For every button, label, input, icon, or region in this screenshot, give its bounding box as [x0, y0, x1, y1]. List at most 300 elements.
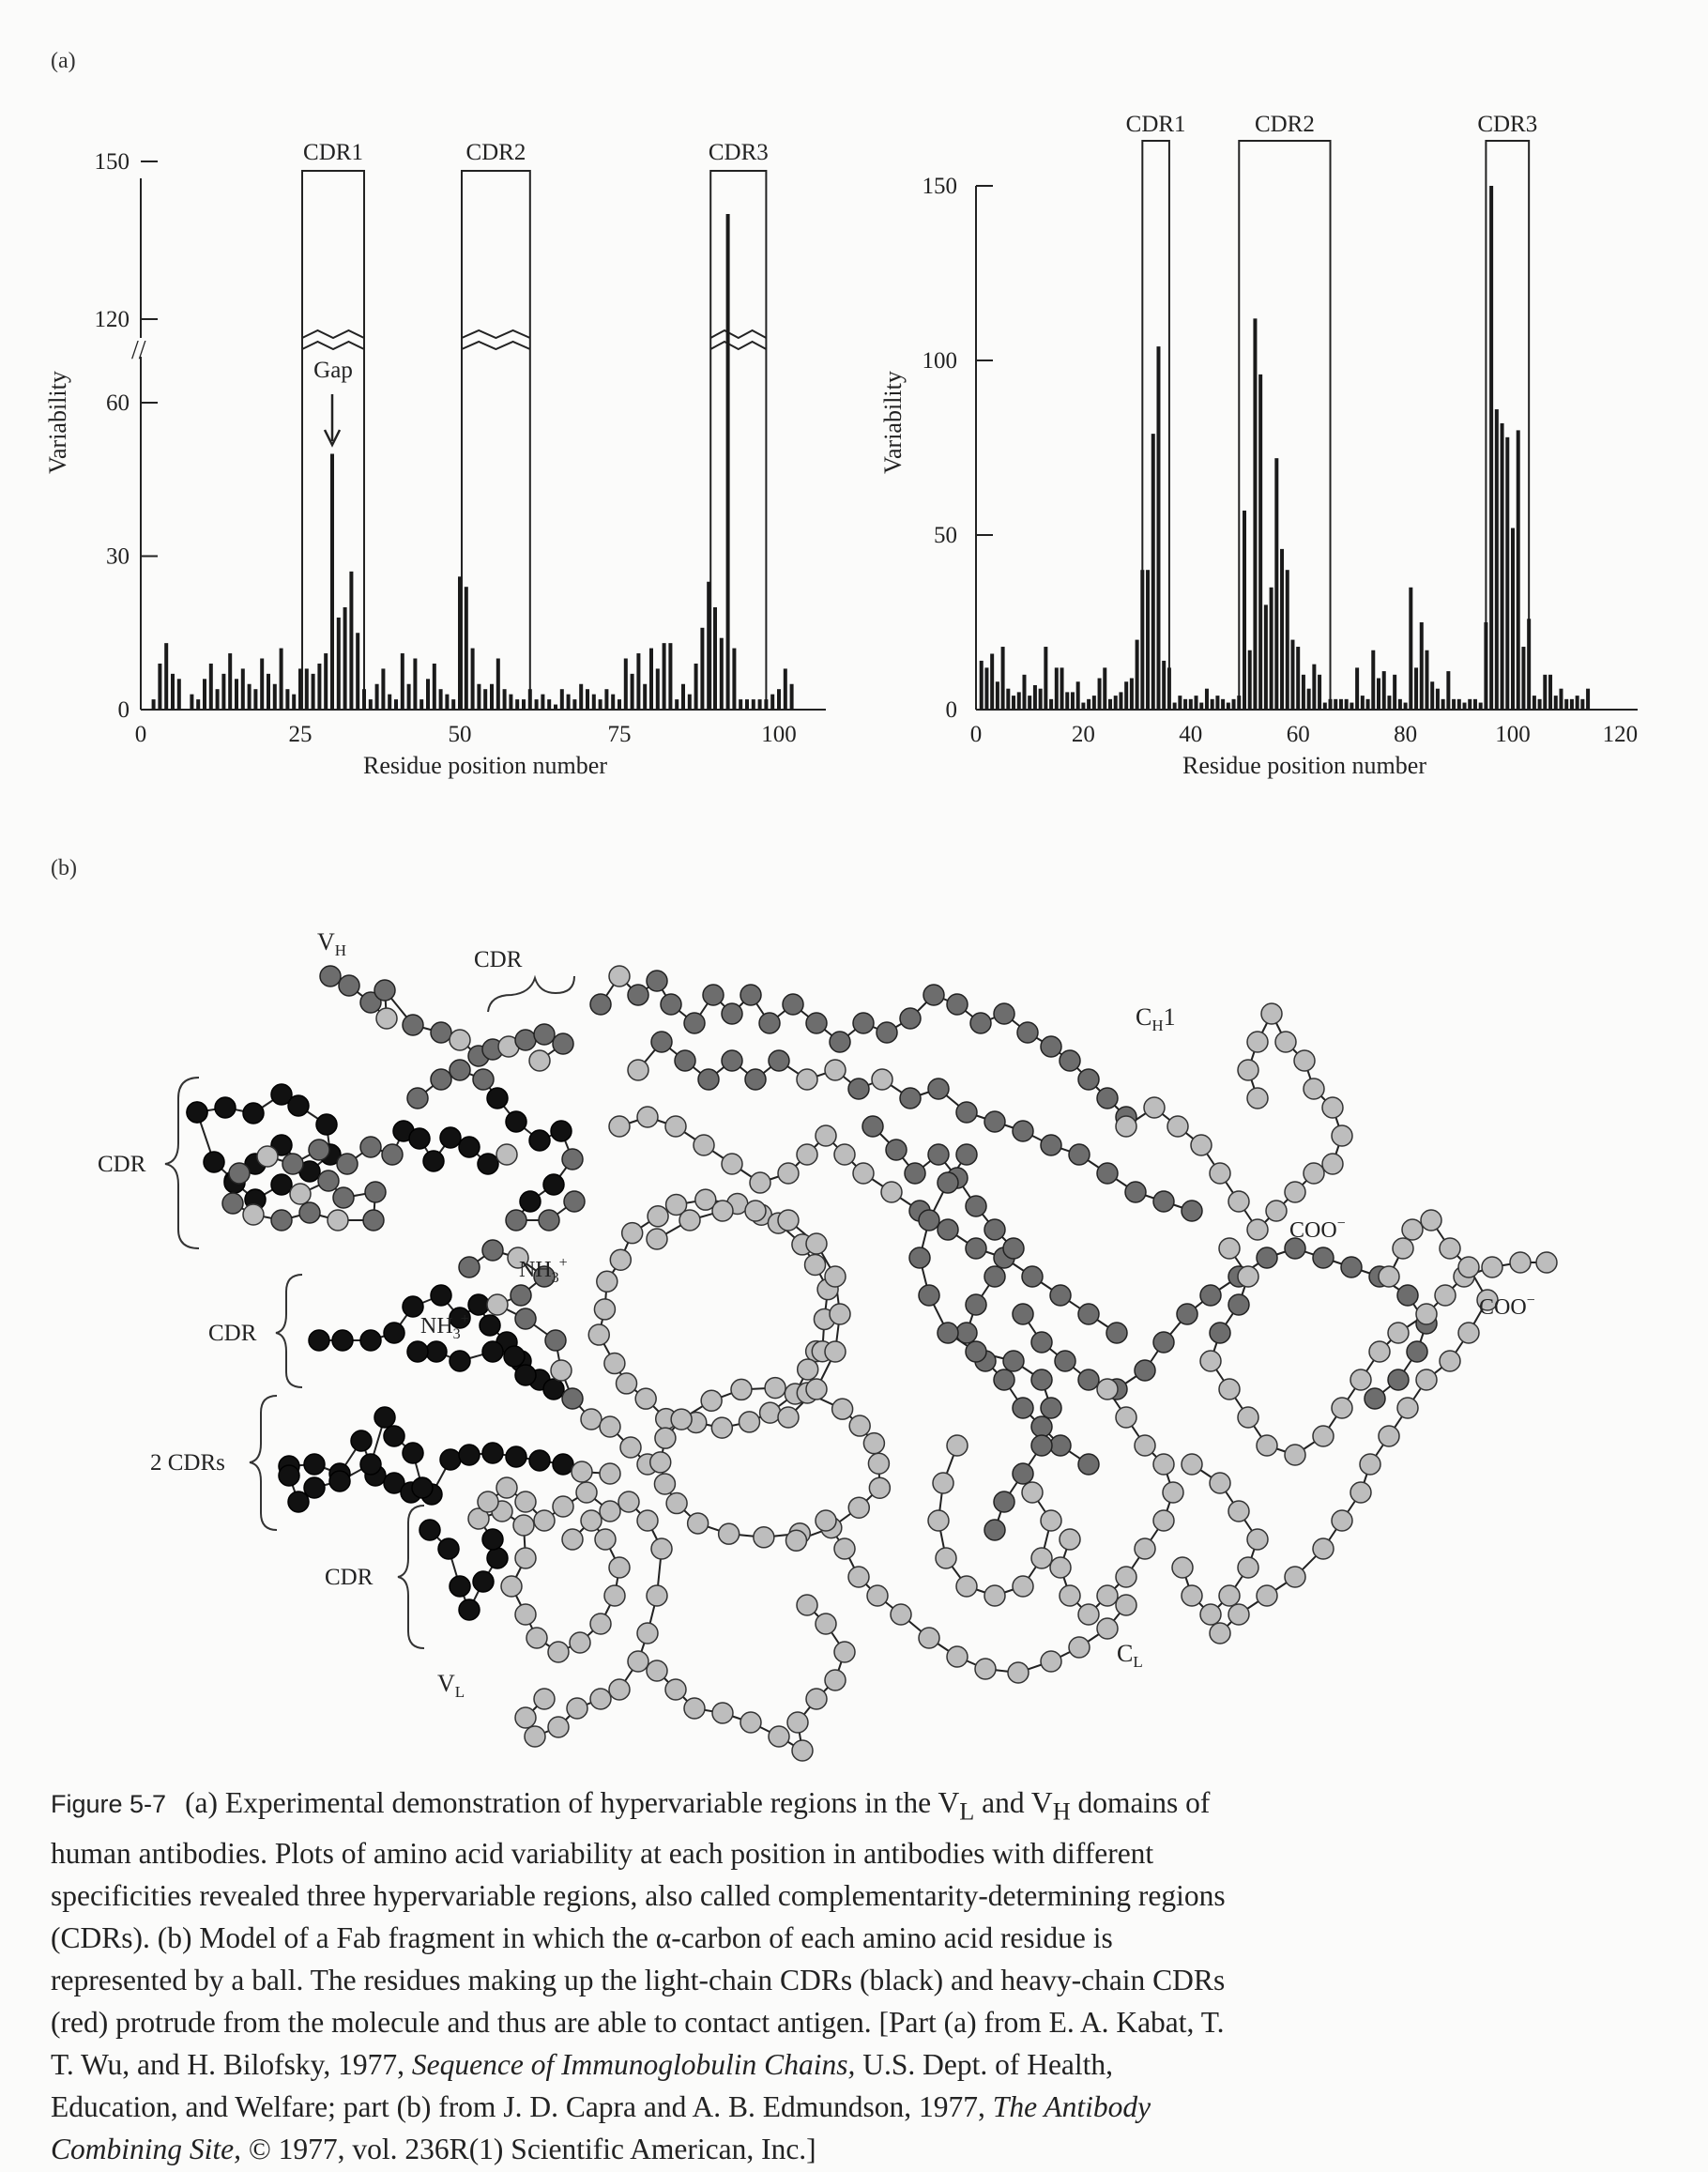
residue-ball	[834, 1642, 855, 1662]
left-bar	[649, 649, 653, 710]
residue-ball	[1116, 1567, 1136, 1587]
left-bar	[579, 684, 583, 710]
residue-ball	[1013, 1304, 1033, 1324]
residue-ball	[731, 1379, 752, 1400]
right-bar	[1124, 681, 1128, 710]
residue-ball	[654, 1474, 675, 1494]
left-bar	[337, 618, 341, 710]
residue-ball	[351, 1430, 372, 1451]
left-bar	[407, 684, 411, 710]
residue-ball	[1135, 1435, 1155, 1456]
residue-ball	[1365, 1388, 1385, 1409]
residue-ball	[506, 1111, 526, 1132]
left-bar	[190, 695, 193, 710]
left-bar	[209, 664, 213, 710]
residue-ball	[1153, 1332, 1174, 1353]
caption-text-5: © 1977, vol. 236R(1) Scientific American, Inc.]	[241, 2133, 816, 2166]
residue-ball	[1041, 1135, 1061, 1155]
right-bar	[1006, 689, 1010, 710]
right-bar	[1318, 675, 1321, 710]
right-bar	[1409, 588, 1412, 710]
left-bar	[547, 699, 551, 710]
residue-ball	[504, 1346, 525, 1367]
residue-ball	[515, 1030, 536, 1050]
residue-ball	[806, 1379, 827, 1400]
residue-ball	[740, 1712, 761, 1733]
residue-ball	[1219, 1379, 1240, 1400]
residue-ball	[933, 1473, 953, 1493]
ch1-label: $C_H1$	[1136, 1003, 1176, 1034]
residue-ball	[651, 1032, 672, 1052]
right-bar	[1517, 430, 1520, 710]
residue-ball	[1078, 1369, 1099, 1390]
coo-label-1: COO−	[1289, 1216, 1346, 1243]
left-bar	[681, 684, 685, 710]
residue-ball	[515, 1365, 536, 1385]
residue-ball	[650, 1452, 671, 1473]
left-cdr-box	[710, 171, 766, 710]
left-bar	[221, 674, 225, 710]
residue-ball	[513, 1515, 534, 1536]
residue-ball	[1238, 1557, 1258, 1578]
residue-ball	[1440, 1351, 1460, 1371]
residue-ball	[1313, 1247, 1334, 1268]
residue-ball	[617, 1373, 637, 1394]
residue-ball	[562, 1388, 583, 1409]
residue-ball	[834, 1538, 855, 1559]
residue-ball	[684, 1013, 705, 1033]
residue-ball	[1041, 1398, 1061, 1418]
residue-ball	[1266, 1201, 1287, 1221]
residue-ball	[468, 1294, 489, 1315]
residue-ball	[769, 1726, 789, 1747]
residue-ball	[271, 1174, 292, 1195]
residue-ball	[1060, 1050, 1080, 1071]
residue-ball	[1060, 1585, 1080, 1606]
residue-ball	[309, 1140, 329, 1160]
right-x-tick-label: 0	[969, 722, 983, 747]
left-bar	[388, 695, 391, 710]
residue-ball	[975, 1659, 996, 1679]
residue-ball	[609, 1557, 630, 1578]
left-bar	[164, 643, 168, 710]
left-bar	[604, 689, 608, 710]
residue-ball	[1017, 1022, 1038, 1043]
residue-ball	[431, 1022, 451, 1043]
residue-ball	[698, 1069, 719, 1090]
right-cdr-label: CDR1	[1125, 112, 1186, 137]
residue-ball	[482, 1443, 503, 1463]
right-bar	[1060, 667, 1064, 710]
residue-ball	[1219, 1585, 1240, 1606]
left-bar	[541, 695, 544, 710]
residue-ball	[426, 1341, 447, 1362]
cdr-label-left-4: CDR	[325, 1565, 374, 1590]
residue-ball	[785, 1530, 806, 1551]
left-x-tick-label: 75	[607, 722, 632, 747]
residue-ball	[1350, 1369, 1371, 1390]
left-bar	[720, 638, 724, 710]
residue-ball	[1261, 1003, 1282, 1024]
right-bar	[1055, 667, 1059, 710]
residue-ball	[923, 985, 944, 1005]
residue-ball	[647, 1660, 667, 1681]
residue-ball	[1041, 1651, 1061, 1672]
residue-ball	[1435, 1285, 1456, 1306]
residue-ball	[637, 1510, 658, 1531]
axis-break-mark: //	[131, 336, 146, 365]
residue-ball	[376, 1008, 397, 1029]
residue-ball	[318, 1170, 339, 1191]
residue-ball	[403, 1443, 423, 1463]
cdr-label-left-1: CDR	[98, 1152, 146, 1177]
residue-ball	[1440, 1238, 1460, 1259]
residue-ball	[1238, 1060, 1258, 1080]
residue-ball	[938, 1219, 958, 1240]
residue-ball	[1219, 1238, 1240, 1259]
residue-ball	[564, 1191, 585, 1212]
residue-ball	[320, 966, 341, 987]
residue-ball	[1031, 1548, 1052, 1568]
right-bar	[1533, 696, 1536, 710]
right-bar	[1140, 570, 1144, 710]
residue-ball	[1360, 1454, 1380, 1475]
residue-ball	[947, 1435, 968, 1456]
right-bar	[1012, 696, 1015, 710]
residue-ball	[423, 1151, 444, 1171]
residue-ball	[825, 1341, 846, 1362]
residue-ball	[450, 1351, 470, 1371]
residue-ball	[994, 1003, 1014, 1024]
residue-ball	[597, 1271, 618, 1292]
right-cdr-label: CDR3	[1477, 112, 1538, 137]
left-bar	[381, 668, 385, 710]
residue-ball	[1393, 1238, 1413, 1259]
residue-ball	[299, 1202, 320, 1223]
right-y-tick-label: 50	[934, 523, 957, 548]
residue-ball	[576, 1482, 597, 1503]
left-bar	[784, 668, 787, 710]
residue-ball	[637, 1623, 658, 1644]
residue-ball	[886, 1140, 907, 1160]
residue-ball	[1341, 1257, 1362, 1277]
left-bar	[439, 689, 443, 710]
residue-ball	[816, 1614, 836, 1634]
right-bar	[1564, 699, 1568, 710]
right-bar	[1382, 671, 1386, 710]
left-bar	[216, 689, 220, 710]
right-x-tick-label: 60	[1286, 722, 1310, 747]
residue-ball	[647, 1585, 667, 1606]
residue-ball	[947, 994, 968, 1015]
residue-ball	[769, 1050, 789, 1071]
right-bar	[1570, 699, 1574, 710]
residue-ball	[501, 1576, 522, 1597]
residue-ball	[1458, 1323, 1479, 1343]
residue-ball	[534, 1024, 555, 1045]
brace-cdr-left-3	[250, 1396, 277, 1530]
residue-ball	[853, 1163, 874, 1184]
residue-ball	[671, 1409, 692, 1430]
residue-ball	[984, 1266, 1005, 1287]
right-bar	[1290, 640, 1294, 710]
residue-ball	[722, 1154, 742, 1174]
left-bar	[330, 454, 334, 711]
residue-ball	[1106, 1323, 1127, 1343]
left-bar	[522, 699, 526, 710]
right-bar	[1103, 667, 1106, 710]
residue-ball	[684, 1698, 705, 1719]
residue-ball	[754, 1527, 774, 1548]
right-x-tick-label: 100	[1495, 722, 1531, 747]
residue-ball	[848, 1497, 869, 1518]
residue-ball	[1031, 1435, 1052, 1456]
right-bar	[1044, 647, 1047, 710]
residue-ball	[604, 1585, 625, 1606]
residue-ball	[722, 1003, 742, 1024]
left-bar	[177, 679, 181, 710]
residue-ball	[553, 1496, 573, 1517]
right-bar	[1243, 511, 1246, 710]
right-bar	[1167, 667, 1171, 710]
left-y-tick-label: 60	[106, 390, 130, 416]
residue-ball	[271, 1210, 292, 1231]
left-bar	[739, 699, 742, 710]
residue-ball	[863, 1433, 884, 1454]
right-bar	[1436, 689, 1440, 710]
right-bar	[1151, 434, 1155, 710]
right-bar	[1312, 665, 1316, 710]
residue-ball	[868, 1453, 889, 1474]
left-bar	[203, 679, 206, 710]
residue-ball	[928, 1144, 949, 1165]
residue-ball	[534, 1510, 555, 1531]
residue-ball	[450, 1576, 470, 1597]
caption-text-1: (a) Experimental demonstration of hypervariable regions in the V	[185, 1786, 960, 1819]
residue-ball	[511, 1285, 531, 1306]
residue-ball	[1069, 1144, 1090, 1165]
caption-sub-h: H	[1052, 1797, 1071, 1826]
right-bar	[1017, 692, 1021, 710]
residue-ball	[665, 1116, 686, 1137]
right-bar	[1189, 699, 1193, 710]
residue-ball	[506, 1446, 526, 1467]
right-bar	[1307, 689, 1311, 710]
residue-ball	[1257, 1585, 1277, 1606]
right-bar	[1323, 703, 1327, 710]
residue-ball	[1078, 1604, 1099, 1625]
residue-ball	[834, 1144, 855, 1165]
residue-ball	[648, 1206, 668, 1227]
right-bar	[1280, 549, 1284, 710]
cl-label: $C_L$	[1117, 1640, 1143, 1671]
residue-ball	[1458, 1257, 1479, 1277]
residue-ball	[590, 994, 611, 1015]
residue-ball	[1050, 1285, 1071, 1306]
residue-ball	[515, 1491, 536, 1512]
residue-ball	[1379, 1266, 1399, 1287]
residue-ball	[553, 1454, 573, 1475]
right-bar	[1463, 703, 1467, 710]
left-bar	[343, 607, 347, 710]
residue-ball	[1153, 1454, 1174, 1475]
residue-ball	[750, 1172, 770, 1193]
residue-ball	[694, 1135, 714, 1155]
residue-ball	[594, 1299, 615, 1320]
right-bar	[1484, 622, 1487, 710]
residue-ball	[595, 1529, 616, 1550]
right-bar	[1361, 696, 1365, 710]
left-bar	[726, 214, 730, 710]
left-y-tick-label: 0	[117, 697, 130, 723]
left-bar	[419, 699, 423, 710]
residue-ball	[1144, 1097, 1165, 1118]
right-bar	[984, 667, 988, 710]
right-bar	[1274, 458, 1278, 710]
left-x-tick-label: 0	[134, 722, 147, 747]
right-bar	[1221, 699, 1225, 710]
left-bar	[770, 695, 774, 710]
right-bar	[1098, 679, 1102, 710]
residue-ball	[604, 1354, 625, 1374]
panel-b-label: (b)	[51, 856, 77, 880]
left-bar	[700, 628, 704, 710]
residue-ball	[1153, 1191, 1174, 1212]
left-bar	[694, 664, 698, 710]
residue-ball	[529, 1130, 550, 1151]
residue-ball	[867, 1585, 888, 1606]
right-bar	[1022, 675, 1026, 710]
residue-ball	[487, 1294, 508, 1315]
right-bar	[1173, 703, 1177, 710]
left-bar	[241, 668, 245, 710]
residue-ball	[1191, 1135, 1212, 1155]
residue-ball	[450, 1030, 470, 1050]
residue-ball	[1013, 1121, 1033, 1141]
left-bar	[267, 674, 270, 710]
residue-ball	[905, 1163, 925, 1184]
residue-ball	[900, 1088, 921, 1109]
residue-ball	[1294, 1050, 1315, 1071]
right-x-tick-label: 120	[1602, 722, 1639, 747]
left-bar	[451, 699, 455, 710]
left-bar	[273, 684, 277, 710]
residue-ball	[872, 1069, 892, 1090]
left-cdr-label: CDR2	[465, 140, 526, 165]
left-bar	[675, 699, 679, 710]
right-bar	[1457, 699, 1461, 710]
residue-ball	[609, 1116, 630, 1137]
left-bar	[745, 699, 749, 710]
right-bar	[1227, 703, 1230, 710]
residue-ball	[797, 1069, 817, 1090]
right-bar	[1501, 423, 1504, 710]
residue-ball	[459, 1445, 480, 1465]
residue-ball	[1182, 1585, 1202, 1606]
left-bar	[171, 674, 175, 710]
residue-ball	[567, 1698, 587, 1719]
left-cdr-zigzag	[462, 330, 530, 338]
right-x-tick-label: 20	[1071, 722, 1095, 747]
residue-ball	[515, 1604, 536, 1625]
residue-ball	[1013, 1398, 1033, 1418]
residue-ball	[956, 1102, 977, 1123]
residue-ball	[1402, 1219, 1423, 1240]
residue-ball	[304, 1454, 325, 1475]
residue-ball	[332, 1330, 353, 1351]
right-bar	[1521, 647, 1525, 710]
residue-ball	[1210, 1473, 1230, 1493]
residue-ball	[830, 1304, 850, 1324]
residue-ball	[482, 1240, 503, 1261]
residue-ball	[610, 1249, 631, 1270]
left-y-tick-label: 120	[94, 307, 130, 332]
caption-figure-label: Figure 5-7	[51, 1790, 167, 1818]
left-bar	[471, 649, 475, 710]
residue-ball	[816, 1125, 836, 1146]
residue-ball	[778, 1407, 799, 1428]
left-cdr-label: CDR3	[708, 140, 769, 165]
residue-ball	[635, 1388, 656, 1409]
right-bar	[1350, 703, 1353, 710]
right-bar	[1237, 696, 1241, 710]
residue-ball	[419, 1520, 440, 1540]
residue-ball	[1228, 1501, 1249, 1522]
residue-ball	[1003, 1351, 1024, 1371]
residue-ball	[647, 971, 667, 991]
residue-ball	[551, 1121, 572, 1141]
residue-ball	[515, 1308, 536, 1329]
right-bar	[1495, 409, 1499, 710]
fab-fragment-model	[98, 928, 1557, 1761]
left-bar	[586, 689, 589, 710]
residue-ball	[473, 1069, 494, 1090]
residue-ball	[919, 1210, 939, 1231]
right-bar	[1420, 622, 1424, 710]
residue-ball	[1182, 1201, 1202, 1221]
residue-ball	[891, 1604, 911, 1625]
left-bar	[458, 576, 462, 710]
right-bar	[1270, 588, 1273, 710]
right-bar	[1505, 437, 1509, 710]
residue-ball	[832, 1399, 853, 1419]
residue-ball	[328, 1210, 348, 1231]
left-bar	[528, 689, 532, 710]
right-bar	[1001, 647, 1005, 710]
left-bar	[592, 695, 596, 710]
right-bar	[1452, 699, 1456, 710]
residue-ball	[360, 1454, 381, 1475]
residue-ball	[1116, 1595, 1136, 1615]
residue-ball	[440, 1449, 461, 1470]
residue-ball	[688, 1513, 709, 1534]
residue-ball	[701, 1390, 722, 1411]
residue-ball	[739, 1412, 759, 1432]
left-cdr-zigzag	[710, 330, 766, 338]
residue-ball	[877, 1022, 897, 1043]
right-bar	[1302, 675, 1305, 710]
caption-text-2: and V	[974, 1786, 1053, 1819]
residue-ball	[478, 1154, 498, 1174]
right-bar	[1156, 346, 1160, 710]
left-bar	[152, 699, 156, 710]
residue-ball	[1257, 1247, 1277, 1268]
residue-ball	[431, 1069, 451, 1090]
nh3-label-1: $NH_3^+$	[519, 1255, 568, 1286]
residue-ball	[848, 1567, 869, 1587]
left-bar	[280, 649, 283, 710]
residue-ball	[487, 1088, 508, 1109]
